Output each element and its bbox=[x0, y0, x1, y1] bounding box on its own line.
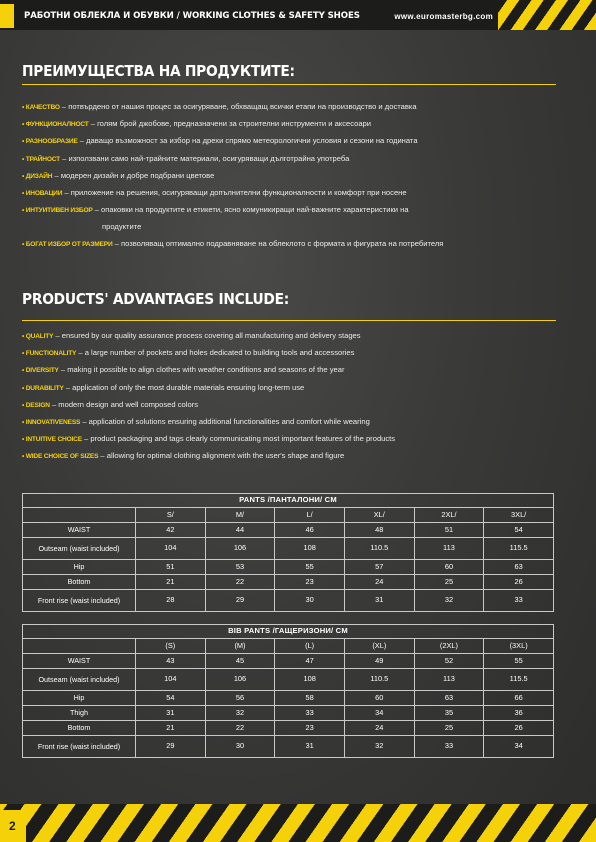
table-row bbox=[23, 721, 554, 736]
measurement-value: 53 bbox=[205, 560, 275, 575]
advantage-key: • INNOVATIVENESS bbox=[22, 419, 81, 427]
advantage-text: – application of solutions ensuring additional functionalities and comfort while wearing bbox=[80, 417, 370, 427]
size-header: (3XL) bbox=[484, 639, 554, 654]
size-header: (2XL) bbox=[414, 639, 484, 654]
measurement-value: 106 bbox=[205, 538, 275, 560]
list-item bbox=[22, 116, 562, 133]
advantage-text: – даващо възможност за избор на дрехи спрямо метеорологични условия и сезони на годината bbox=[77, 136, 418, 146]
list-item bbox=[22, 236, 562, 253]
list-item bbox=[22, 99, 562, 116]
list-item bbox=[22, 380, 562, 397]
table-row bbox=[23, 538, 554, 560]
table-caption-row bbox=[23, 494, 554, 508]
bg-section-heading: ПРЕИМУЩЕСТВА НА ПРОДУКТИТЕ: bbox=[22, 62, 295, 80]
measurement-value: 25 bbox=[414, 575, 484, 590]
header-bar bbox=[0, 0, 596, 30]
advantage-text: – a large number of pockets and holes dedicated to building tools and accessories bbox=[76, 348, 355, 358]
measurement-value: 33 bbox=[484, 590, 554, 612]
measurement-value: 29 bbox=[136, 736, 206, 758]
measurement-value: 56 bbox=[205, 691, 275, 706]
measurement-value: 60 bbox=[414, 560, 484, 575]
measurement-value: 47 bbox=[275, 654, 345, 669]
measurement-value: 46 bbox=[275, 523, 345, 538]
en-advantages-list bbox=[22, 328, 562, 466]
measurement-value: 22 bbox=[205, 721, 275, 736]
list-item bbox=[22, 362, 562, 379]
measurement-value: 25 bbox=[414, 721, 484, 736]
header-title: РАБОТНИ ОБЛЕКЛА И ОБУВКИ / WORKING CLOTHES & SAFETY SHOES bbox=[24, 11, 360, 21]
list-item bbox=[22, 448, 562, 465]
list-item bbox=[22, 397, 562, 414]
list-item bbox=[22, 345, 562, 362]
measurement-value: 21 bbox=[136, 575, 206, 590]
bg-advantages-list bbox=[22, 99, 562, 253]
measurement-value: 31 bbox=[275, 736, 345, 758]
table-row bbox=[23, 560, 554, 575]
measurement-label: Bottom bbox=[23, 575, 136, 590]
list-item bbox=[22, 168, 562, 185]
size-header-row bbox=[23, 508, 554, 523]
measurement-value: 35 bbox=[414, 706, 484, 721]
advantage-text: – application of only the most durable materials ensuring long-term use bbox=[63, 382, 305, 392]
list-item bbox=[22, 151, 562, 168]
advantage-key: • ТРАЙНОСТ bbox=[22, 155, 61, 163]
measurement-value: 106 bbox=[205, 669, 275, 691]
advantage-text: – позволяващ оптимално подравняване на облеклото с формата и фигурата на потребителя bbox=[112, 238, 444, 248]
measurement-value: 36 bbox=[484, 706, 554, 721]
measurement-label: Bottom bbox=[23, 721, 136, 736]
advantage-key: • КАЧЕСТВО bbox=[22, 104, 60, 111]
list-item bbox=[22, 431, 562, 448]
size-header-blank bbox=[23, 639, 136, 654]
measurement-value: 32 bbox=[205, 706, 275, 721]
measurement-value: 34 bbox=[484, 736, 554, 758]
page-number: 2 bbox=[9, 819, 16, 833]
list-item-continuation: продуктите bbox=[102, 222, 142, 232]
measurement-value: 43 bbox=[136, 654, 206, 669]
advantage-text: – приложение на решения, осигуряващи допълнителни функционалности и комфорт при носене bbox=[62, 188, 407, 198]
measurement-value: 63 bbox=[414, 691, 484, 706]
size-header-row bbox=[23, 639, 554, 654]
measurement-value: 22 bbox=[205, 575, 275, 590]
measurement-value: 115.5 bbox=[484, 538, 554, 560]
measurement-value: 30 bbox=[205, 736, 275, 758]
measurement-label: WAIST bbox=[23, 654, 136, 669]
size-header: M/ bbox=[205, 508, 275, 523]
header-marker bbox=[0, 4, 14, 28]
measurement-value: 55 bbox=[484, 654, 554, 669]
measurement-value: 30 bbox=[275, 590, 345, 612]
measurement-value: 104 bbox=[136, 538, 206, 560]
measurement-value: 113 bbox=[414, 538, 484, 560]
measurement-value: 110.5 bbox=[344, 669, 414, 691]
bg-heading-rule bbox=[22, 84, 556, 85]
size-header: (L) bbox=[275, 639, 345, 654]
measurement-value: 26 bbox=[484, 575, 554, 590]
measurement-value: 31 bbox=[136, 706, 206, 721]
measurement-value: 115.5 bbox=[484, 669, 554, 691]
hazard-stripes-top bbox=[498, 0, 596, 30]
advantage-key: • ИНТУИТИВЕН ИЗБОР bbox=[22, 207, 93, 215]
measurement-label: WAIST bbox=[23, 523, 136, 538]
table-row bbox=[23, 691, 554, 706]
measurement-value: 110.5 bbox=[344, 538, 414, 560]
advantage-key: • ДИЗАЙН bbox=[22, 172, 53, 180]
measurement-value: 45 bbox=[205, 654, 275, 669]
advantage-text: – голям брой джобове, предназначени за строителни инструменти и аксесоари bbox=[88, 119, 372, 129]
measurement-value: 108 bbox=[275, 669, 345, 691]
advantage-text: – making it possible to align clothes with weather conditions and seasons of the year bbox=[58, 365, 345, 375]
list-item bbox=[22, 133, 562, 150]
table-caption-row bbox=[23, 625, 554, 639]
advantage-text: – ensured by our quality assurance process covering all manufacturing and delivery stages bbox=[53, 331, 361, 340]
table-row bbox=[23, 590, 554, 612]
measurement-value: 48 bbox=[344, 523, 414, 538]
size-header: XL/ bbox=[344, 508, 414, 523]
list-item bbox=[22, 202, 562, 219]
advantage-text: – модерен дизайн и добре подбрани цветове bbox=[52, 170, 215, 180]
table-row bbox=[23, 575, 554, 590]
measurement-value: 34 bbox=[344, 706, 414, 721]
advantage-key: • ФУНКЦИОНАЛНОСТ bbox=[22, 121, 89, 129]
measurement-value: 28 bbox=[136, 590, 206, 612]
measurement-value: 21 bbox=[136, 721, 206, 736]
measurement-label: Outseam (waist included) bbox=[23, 669, 136, 691]
advantage-key: • DESIGN bbox=[22, 401, 50, 409]
advantage-key: • WIDE CHOICE OF SIZES bbox=[22, 453, 99, 461]
table-row bbox=[23, 654, 554, 669]
size-header: L/ bbox=[275, 508, 345, 523]
size-header: (S) bbox=[136, 639, 206, 654]
size-header: (XL) bbox=[344, 639, 414, 654]
table-caption: BIB PANTS /ГАЩЕРИЗОНИ/ CM bbox=[23, 625, 554, 639]
size-header: (M) bbox=[205, 639, 275, 654]
advantage-text: – използвани само най-трайните материали, осигуряващи дълготрайна употреба bbox=[60, 153, 350, 163]
measurement-value: 32 bbox=[414, 590, 484, 612]
advantage-text: – modern design and well composed colors bbox=[49, 399, 198, 409]
hazard-stripes-bottom bbox=[0, 804, 596, 842]
advantage-text: – product packaging and tags clearly communicating most important features of the products bbox=[81, 434, 396, 444]
measurement-value: 26 bbox=[484, 721, 554, 736]
table-caption: PANTS /ПАНТАЛОНИ/ CM bbox=[23, 494, 554, 508]
advantage-text: – потвърдено от нашия процес за осигуряване, обхващащ всички етапи на производство и доставка bbox=[59, 102, 417, 111]
advantage-text: – опаковки на продуктите и етикети, ясно комуникиращи най-важните характеристики на bbox=[92, 205, 409, 215]
website-link[interactable]: www.euromasterbg.com bbox=[394, 12, 493, 21]
measurement-value: 33 bbox=[275, 706, 345, 721]
measurement-label: Hip bbox=[23, 691, 136, 706]
list-item bbox=[22, 185, 562, 202]
measurement-value: 24 bbox=[344, 575, 414, 590]
size-header: 3XL/ bbox=[484, 508, 554, 523]
measurement-value: 54 bbox=[136, 691, 206, 706]
list-item bbox=[22, 414, 562, 431]
measurement-label: Thigh bbox=[23, 706, 136, 721]
measurement-value: 55 bbox=[275, 560, 345, 575]
table-row bbox=[23, 523, 554, 538]
measurement-label: Outseam (waist included) bbox=[23, 538, 136, 560]
measurement-value: 108 bbox=[275, 538, 345, 560]
advantage-key: • DIVERSITY bbox=[22, 367, 59, 375]
measurement-value: 57 bbox=[344, 560, 414, 575]
measurement-value: 29 bbox=[205, 590, 275, 612]
measurement-value: 31 bbox=[344, 590, 414, 612]
advantage-key: • QUALITY bbox=[22, 333, 54, 340]
en-heading-rule bbox=[22, 320, 556, 321]
table-row bbox=[23, 669, 554, 691]
advantage-key: • РАЗНООБРАЗИЕ bbox=[22, 138, 78, 146]
measurement-value: 113 bbox=[414, 669, 484, 691]
measurement-value: 23 bbox=[275, 721, 345, 736]
measurement-value: 51 bbox=[136, 560, 206, 575]
measurement-value: 58 bbox=[275, 691, 345, 706]
measurement-value: 24 bbox=[344, 721, 414, 736]
measurement-value: 32 bbox=[344, 736, 414, 758]
measurement-value: 51 bbox=[414, 523, 484, 538]
bib-pants-size-table bbox=[22, 624, 554, 758]
measurement-value: 33 bbox=[414, 736, 484, 758]
measurement-value: 49 bbox=[344, 654, 414, 669]
table-row bbox=[23, 736, 554, 758]
measurement-value: 54 bbox=[484, 523, 554, 538]
measurement-value: 63 bbox=[484, 560, 554, 575]
measurement-value: 42 bbox=[136, 523, 206, 538]
measurement-value: 104 bbox=[136, 669, 206, 691]
advantage-key: • FUNCTIONALITY bbox=[22, 350, 77, 358]
table-row bbox=[23, 706, 554, 721]
pants-size-table bbox=[22, 493, 554, 612]
size-header: 2XL/ bbox=[414, 508, 484, 523]
en-section-heading: PRODUCTS' ADVANTAGES INCLUDE: bbox=[22, 290, 289, 308]
measurement-label: Hip bbox=[23, 560, 136, 575]
measurement-value: 44 bbox=[205, 523, 275, 538]
list-item bbox=[22, 328, 562, 345]
measurement-value: 52 bbox=[414, 654, 484, 669]
measurement-value: 23 bbox=[275, 575, 345, 590]
measurement-value: 60 bbox=[344, 691, 414, 706]
size-header-blank bbox=[23, 508, 136, 523]
measurement-label: Front rise (waist included) bbox=[23, 590, 136, 612]
advantage-key: • БОГАТ ИЗБОР ОТ РАЗМЕРИ bbox=[22, 240, 113, 248]
advantage-text: – allowing for optimal clothing alignment with the user's shape and figure bbox=[98, 451, 345, 461]
advantage-key: • DURABILITY bbox=[22, 384, 64, 392]
size-header: S/ bbox=[136, 508, 206, 523]
advantage-key: • INTUITIVE CHOICE bbox=[22, 436, 82, 444]
measurement-value: 66 bbox=[484, 691, 554, 706]
advantage-key: • ИНОВАЦИИ bbox=[22, 190, 63, 198]
measurement-label: Front rise (waist included) bbox=[23, 736, 136, 758]
